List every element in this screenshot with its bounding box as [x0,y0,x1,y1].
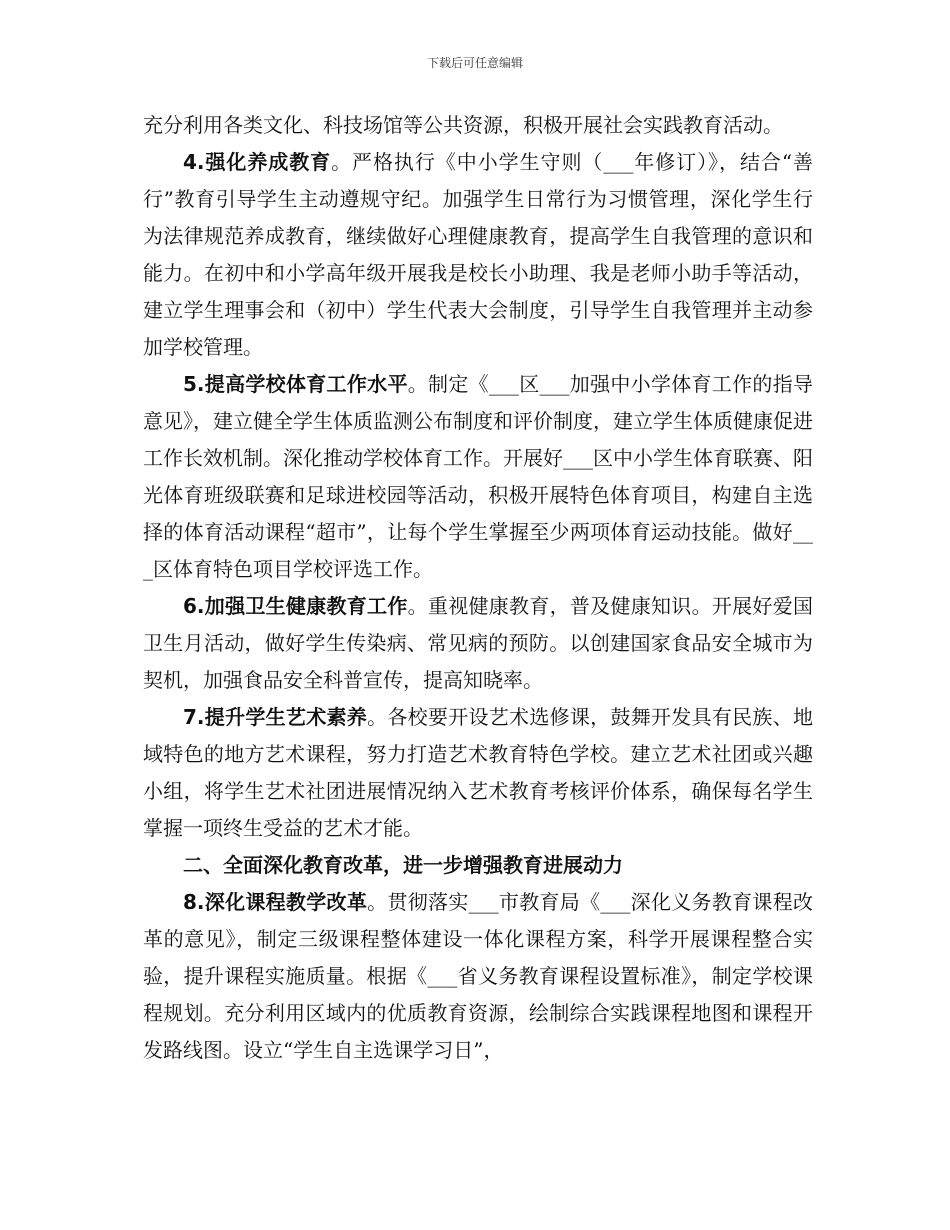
paragraph-text: 。严格执行《中小学生守则（___年修订）》，结合“善行”教育引导学生主动遵规守纪。加强学生日常行为习惯管理，深化学生行为法律规范养成教育，继续做好心理健康教育，提高学生自我管理的意识和能力。在初中和小学高年级开展我是校长小助理、我是老师小助手等活动，建立学生理事会和（初中）学生代表大会制度，引导学生自我管理并主动参加学校管理。 [143,150,813,359]
document-body [143,107,813,1069]
page-header: 下载后可任意编辑 [426,56,523,70]
paragraph-6 [143,588,813,699]
paragraph-continuation [143,107,813,144]
paragraph-text: 。制定《___区___加强中小学体育工作的指导意见》，建立健全学生体质监测公布制度和评价制度，建立学生体质健康促进工作长效机制。深化推动学校体育工作。开展好___区中小学生体育联赛、阳光体育班级联赛和足球进校园等活动，积极开展特色体育项目，构建自主选择的体育活动课程“超市”，让每个学生掌握至少两项体育运动技能。做好___区体育特色项目学校评选工作。 [143,372,814,581]
paragraph-lead: 7.提升学生艺术素养 [183,705,368,729]
paragraph-lead: 5.提高学校体育工作水平 [183,372,408,396]
paragraph-8 [143,884,813,1069]
paragraph-text: 。贯彻落实___市教育局《___深化义务教育课程改革的意见》，制定三级课程整体建设一体化课程方案，科学开展课程整合实验，提升课程实施质量。根据《___省义务教育课程设置标准》，制定学校课程规划。充分利用区域内的优质教育资源，绘制综合实践课程地图和课程开发路线图。设立“学生自主选课学习日”， [143,890,814,1062]
paragraph-lead: 4.强化养成教育 [183,150,332,174]
paragraph-5 [143,366,813,588]
paragraph-text: 。各校要开设艺术选修课，鼓舞开发具有民族、地域特色的地方艺术课程，努力打造艺术教育特色学校。建立艺术社团或兴趣小组，将学生艺术社团进展情况纳入艺术教育考核评价体系，确保每名学生掌握一项终生受益的艺术才能。 [143,705,814,840]
paragraph-lead: 6.加强卫生健康教育工作 [183,594,408,618]
paragraph-text: 。重视健康教育，普及健康知识。开展好爱国卫生月活动，做好学生传染病、常见病的预防。以创建国家食品安全城市为契机，加强食品安全科普宣传，提高知晓率。 [143,594,813,692]
paragraph-7 [143,699,813,847]
section-heading: 二、全面深化教育改革，进一步增强教育进展动力 [183,853,623,877]
paragraph-text: 充分利用各类文化、科技场馆等公共资源，积极开展社会实践教育活动。 [143,113,783,137]
paragraph-4 [143,144,813,366]
paragraph-lead: 8.深化课程教学改革 [183,890,368,914]
